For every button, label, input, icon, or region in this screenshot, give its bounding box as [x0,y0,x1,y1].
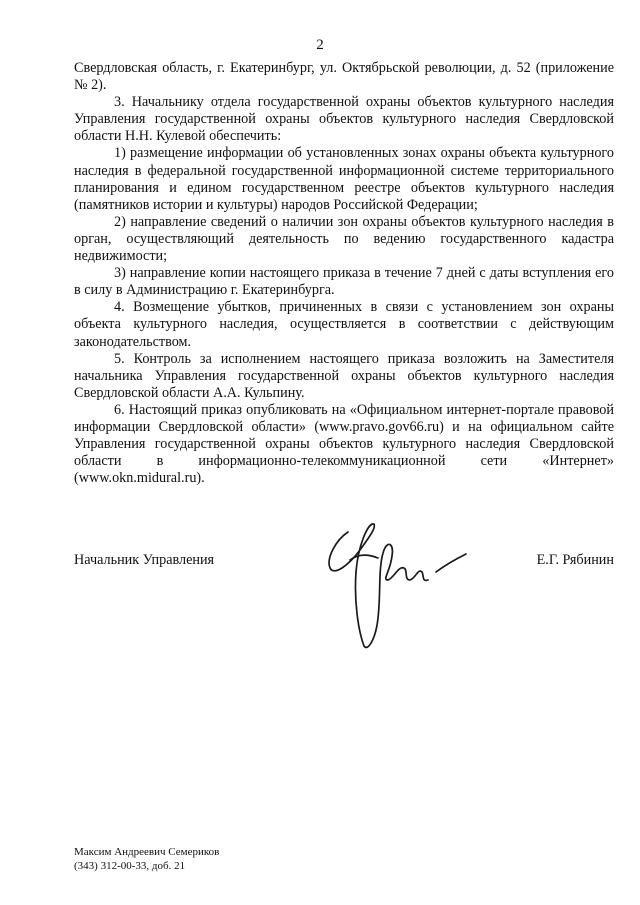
paragraph-item-5: 5. Контроль за исполнением настоящего приказа возложить на Заместителя начальника Управления государственной охраны объектов культурного наследия Свердловской области А.А. Кульпину. [74,350,614,401]
paragraph-item-3: 3. Начальнику отдела государственной охраны объектов культурного наследия Управления государственной охраны объектов культурного наследия Свердловской области Н.Н. Кулевой обеспечить: [74,94,614,145]
paragraph-subitem-3: 3) направление копии настоящего приказа в течение 7 дней с даты вступления его в силу в Администрацию г. Екатеринбурга. [74,265,614,299]
page-number: 2 [316,37,324,53]
paragraph-item-6: 6. Настоящий приказ опубликовать на «Официальном интернет-портале правовой информации Свердловской области» (www.pravo.gov66.ru) и на официальном сайте Управления государственной охраны объектов культурного наследия Свердловской области в информационно-телекоммуникационной сети «Интернет» (www.okn.midural.ru). [74,401,614,487]
paragraph-item-4: 4. Возмещение убытков, причиненных в связи с установлением зон охраны объекта культурного наследия, осуществляется в соответствии с действующим законодательством. [74,299,614,350]
paragraph-subitem-2: 2) направление сведений о наличии зон охраны объектов культурного наследия в орган, осуществляющий деятельность по ведению государственного кадастра недвижимости; [74,213,614,265]
signatory-name: Е.Г. Рябинин [536,552,614,568]
executor-info [74,846,219,873]
signatory-title: Начальник Управления [74,552,215,568]
paragraph-subitem-1: 1) размещение информации об установленных зонах охраны объекта культурного наследия в федеральной государственной информационной системе территориального планирования и едином государственном реестре объектов культурного наследия (памятников истории и культуры) народов Российской Федерации; [74,145,614,213]
paragraph-continuation: Свердловская область, г. Екатеринбург, ул. Октябрьской революции, д. 52 (приложение № 2). [74,60,614,94]
executor-phone: (343) 312-00-33, доб. 21 [74,859,186,872]
handwritten-signature [318,510,468,652]
executor-name: Максим Андреевич Семериков [74,846,220,858]
document-body [74,60,614,487]
